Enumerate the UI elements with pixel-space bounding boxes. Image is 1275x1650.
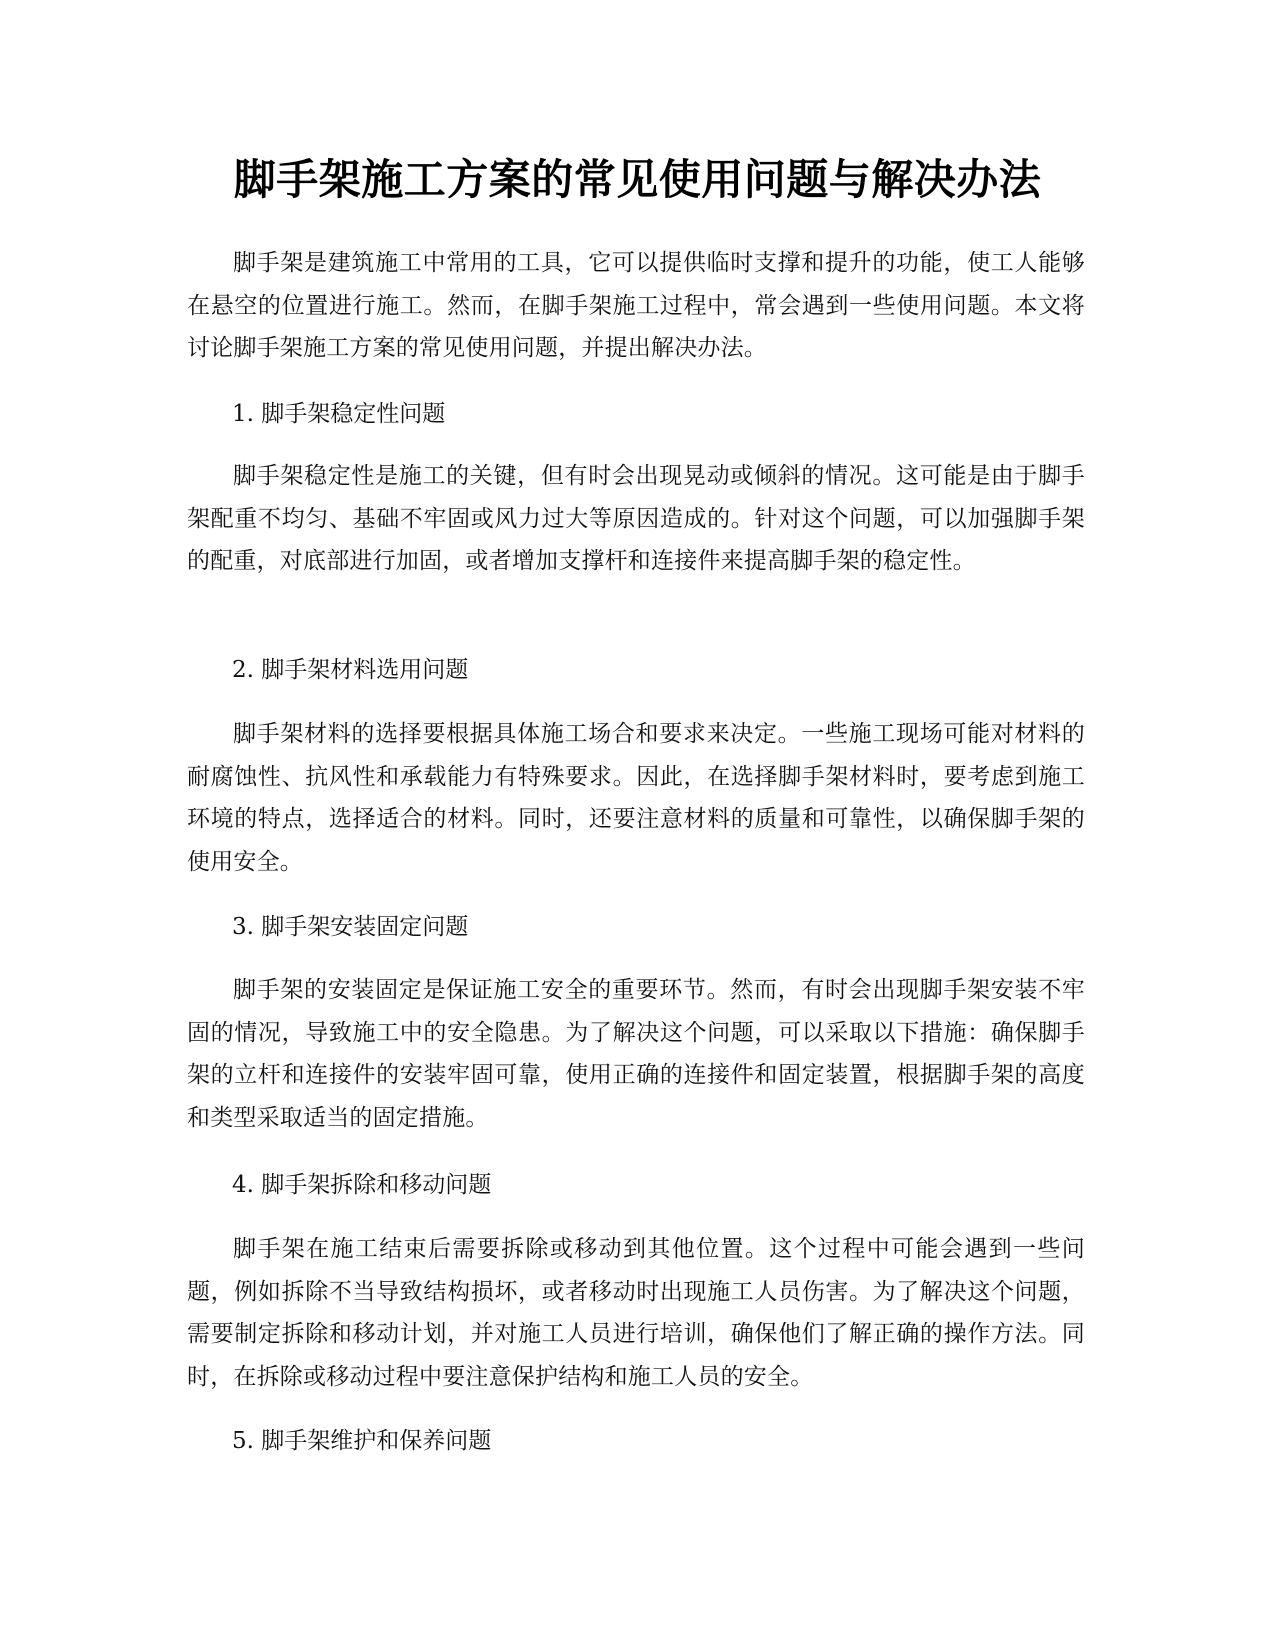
intro-paragraph: 脚手架是建筑施工中常用的工具，它可以提供临时支撑和提升的功能，使工人能够在悬空的位置进行施工。然而，在脚手架施工过程中，常会遇到一些使用问题。本文将讨论脚手架施工方案的常见使用问题，并提出解决办法。 <box>187 250 1085 362</box>
section-heading-3: 3. 脚手架安装固定问题 <box>232 914 469 940</box>
section-body-2: 脚手架材料的选择要根据具体施工场合和要求来决定。一些施工现场可能对材料的耐腐蚀性、抗风性和承载能力有特殊要求。因此，在选择脚手架材料时，要考虑到施工环境的特点，选择适合的材料。同时，还要注意材料的质量和可靠性，以确保脚手架的使用安全。 <box>187 721 1085 876</box>
section-body-3: 脚手架的安装固定是保证施工安全的重要环节。然而，有时会出现脚手架安装不牢固的情况，导致施工中的安全隐患。为了解决这个问题，可以采取以下措施：确保脚手架的立杆和连接件的安装牢固可靠，使用正确的连接件和固定装置，根据脚手架的高度和类型采取适当的固定措施。 <box>187 977 1085 1132</box>
document-title: 脚手架施工方案的常见使用问题与解决办法 <box>233 155 1042 204</box>
section-heading-1: 1. 脚手架稳定性问题 <box>232 401 446 427</box>
section-body-1: 脚手架稳定性是施工的关键，但有时会出现晃动或倾斜的情况。这可能是由于脚手架配重不均匀、基础不牢固或风力过大等原因造成的。针对这个问题，可以加强脚手架的配重，对底部进行加固，或者增加支撑杆和连接件来提高脚手架的稳定性。 <box>187 463 1085 575</box>
section-heading-5: 5. 脚手架维护和保养问题 <box>232 1428 492 1454</box>
section-body-4: 脚手架在施工结束后需要拆除或移动到其他位置。这个过程中可能会遇到一些问题，例如拆除不当导致结构损坏，或者移动时出现施工人员伤害。为了解决这个问题，需要制定拆除和移动计划，并对施工人员进行培训，确保他们了解正确的操作方法。同时，在拆除或移动过程中要注意保护结构和施工人员的安全。 <box>187 1236 1085 1391</box>
section-heading-2: 2. 脚手架材料选用问题 <box>232 657 469 683</box>
section-heading-4: 4. 脚手架拆除和移动问题 <box>232 1172 492 1198</box>
